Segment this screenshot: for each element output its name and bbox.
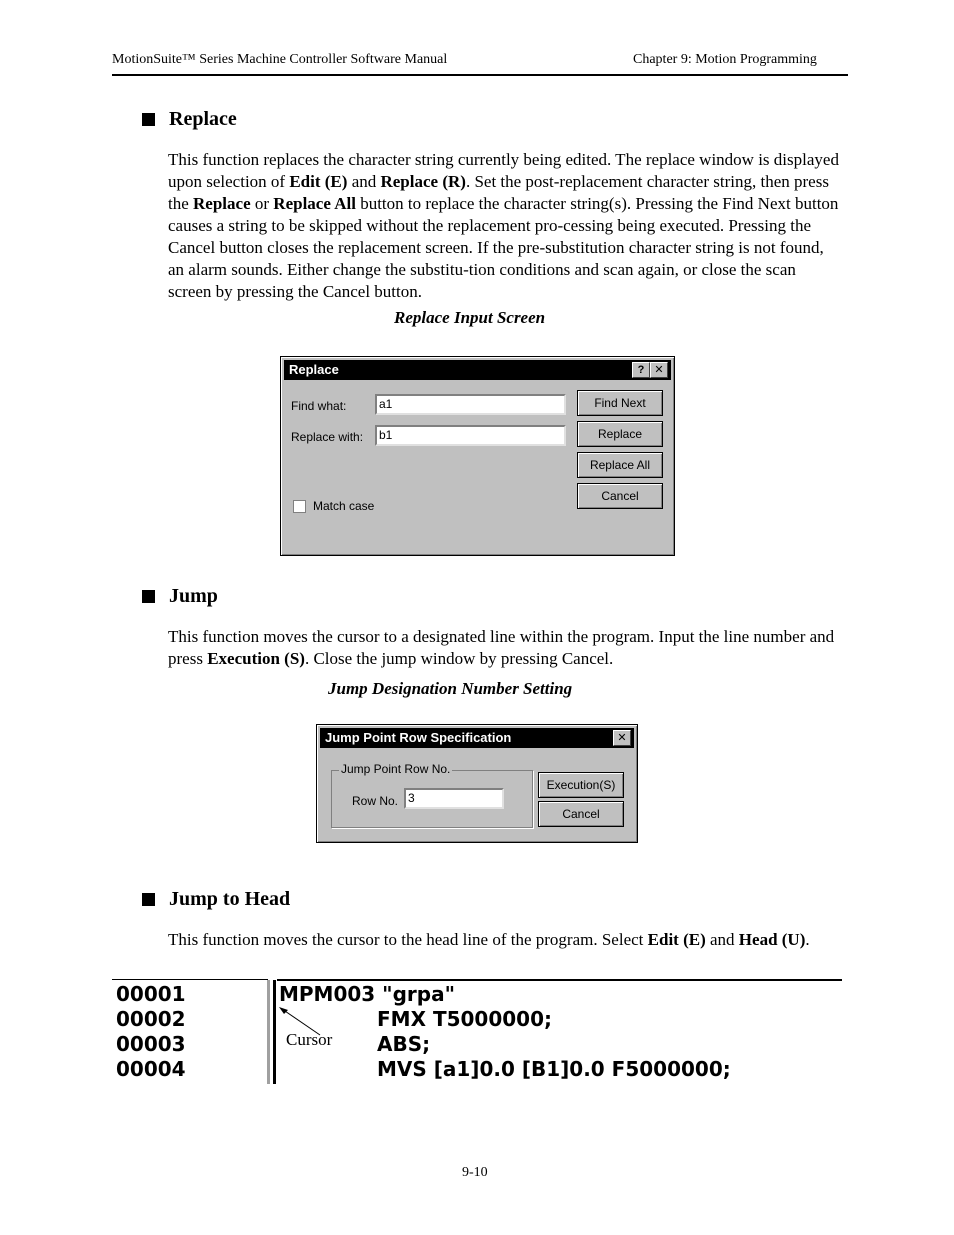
- jump-dialog-titlebar: [320, 728, 634, 748]
- find-what-input[interactable]: a1: [375, 394, 566, 415]
- line-number-column: [116, 982, 186, 1082]
- find-next-button[interactable]: Find Next: [577, 390, 663, 416]
- match-case-label: Match case: [313, 499, 375, 513]
- listing-gutter-shade: [267, 980, 270, 1084]
- replace-with-label: Replace with:: [291, 430, 364, 444]
- running-header-title: MotionSuite™ Series Machine Controller Software Manual: [112, 52, 448, 67]
- line-number: 00001: [116, 982, 186, 1006]
- paragraph-bold-text: Replace: [193, 194, 251, 213]
- line-number: 00003: [116, 1032, 186, 1056]
- replace-with-input[interactable]: b1: [375, 425, 566, 446]
- caption-jump: Jump Designation Number Setting: [328, 679, 573, 698]
- replace-button[interactable]: Replace: [577, 421, 663, 447]
- running-header-chapter: Chapter 9: Motion Programming: [633, 52, 817, 67]
- jump-dialog-title: Jump Point Row Specification: [325, 730, 512, 745]
- jump-paragraph: [168, 626, 843, 670]
- listing-rule-left: [112, 979, 268, 980]
- paragraph-bold-text: Edit (E): [647, 930, 706, 949]
- jump-row-group-label: Jump Point Row No.: [341, 762, 451, 776]
- replace-dialog: [280, 356, 675, 556]
- header-rule: [112, 74, 848, 76]
- jump-to-head-paragraph: [168, 929, 843, 951]
- line-number: 00002: [116, 1007, 186, 1031]
- page-number: 9-10: [462, 1165, 488, 1180]
- listing-rule-right: [277, 979, 842, 981]
- section-heading-text: Replace: [169, 108, 237, 130]
- section-heading-replace: [142, 108, 237, 131]
- paragraph-bold-text: Replace (R): [380, 172, 466, 191]
- bullet-square-icon: [142, 590, 155, 603]
- bullet-square-icon: [142, 893, 155, 906]
- close-icon[interactable]: ✕: [613, 730, 631, 746]
- close-icon[interactable]: ✕: [650, 362, 668, 378]
- bullet-square-icon: [142, 113, 155, 126]
- jump-dialog: [316, 724, 638, 843]
- paragraph-bold-text: Replace All: [273, 194, 356, 213]
- code-line-1: MPM003 "grpa": [279, 982, 456, 1006]
- help-icon[interactable]: ?: [632, 362, 650, 378]
- replace-dialog-titlebar: [284, 360, 671, 380]
- paragraph-text: button to replace the character string(s). Pressing the Find Next button causes a string to be skipped without the replacement pro-cessing being executed. Pressing the Cancel button closes the replacement screen. If the pre-substitution character string is not found, an alarm sounds. Either change the substitu-tion conditions and scan again, or close the scan screen by pressing the Cancel button.: [168, 194, 839, 301]
- paragraph-text: or: [250, 194, 274, 213]
- section-heading-jump-to-head: [142, 888, 290, 911]
- paragraph-bold-text: Edit (E): [289, 172, 348, 191]
- section-heading-text: Jump: [169, 585, 218, 607]
- paragraph-text: and: [347, 172, 381, 191]
- code-line-2: FMX T5000000;: [377, 1007, 552, 1031]
- replace-dialog-title: Replace: [289, 362, 339, 377]
- paragraph-bold-text: Execution (S): [207, 649, 305, 668]
- cursor-label: Cursor: [286, 1030, 333, 1049]
- line-number: 00004: [116, 1057, 186, 1081]
- section-heading-text: Jump to Head: [169, 888, 291, 910]
- jump-cancel-button[interactable]: Cancel: [538, 801, 624, 827]
- paragraph-text: This function moves the cursor to a designated line within the program. Input the line number and press: [168, 627, 835, 668]
- paragraph-text: This function moves the cursor to the head line of the program. Select: [168, 930, 648, 949]
- paragraph-text: . Close the jump window by pressing Cancel.: [304, 649, 614, 668]
- code-line-3: ABS;: [377, 1032, 431, 1056]
- code-line-4: MVS [a1]0.0 [B1]0.0 F5000000;: [377, 1057, 731, 1081]
- section-heading-jump: [142, 585, 218, 608]
- row-no-label: Row No.: [352, 794, 399, 808]
- paragraph-bold-text: Head (U): [738, 930, 806, 949]
- match-case-checkbox[interactable]: [293, 500, 306, 513]
- paragraph-text: and: [705, 930, 739, 949]
- paragraph-text: .: [805, 930, 810, 949]
- replace-paragraph: [168, 149, 843, 303]
- caption-replace: Replace Input Screen: [394, 308, 546, 327]
- paragraph-text: . Set the post-replacement character string, then press the: [168, 172, 829, 213]
- execution-button[interactable]: Execution(S): [538, 772, 624, 798]
- row-no-input[interactable]: 3: [404, 788, 504, 809]
- find-what-label: Find what:: [291, 399, 347, 413]
- replace-all-button[interactable]: Replace All: [577, 452, 663, 478]
- cancel-button[interactable]: Cancel: [577, 483, 663, 509]
- paragraph-text: This function replaces the character string currently being edited. The replace window is displayed upon selection of: [168, 150, 839, 191]
